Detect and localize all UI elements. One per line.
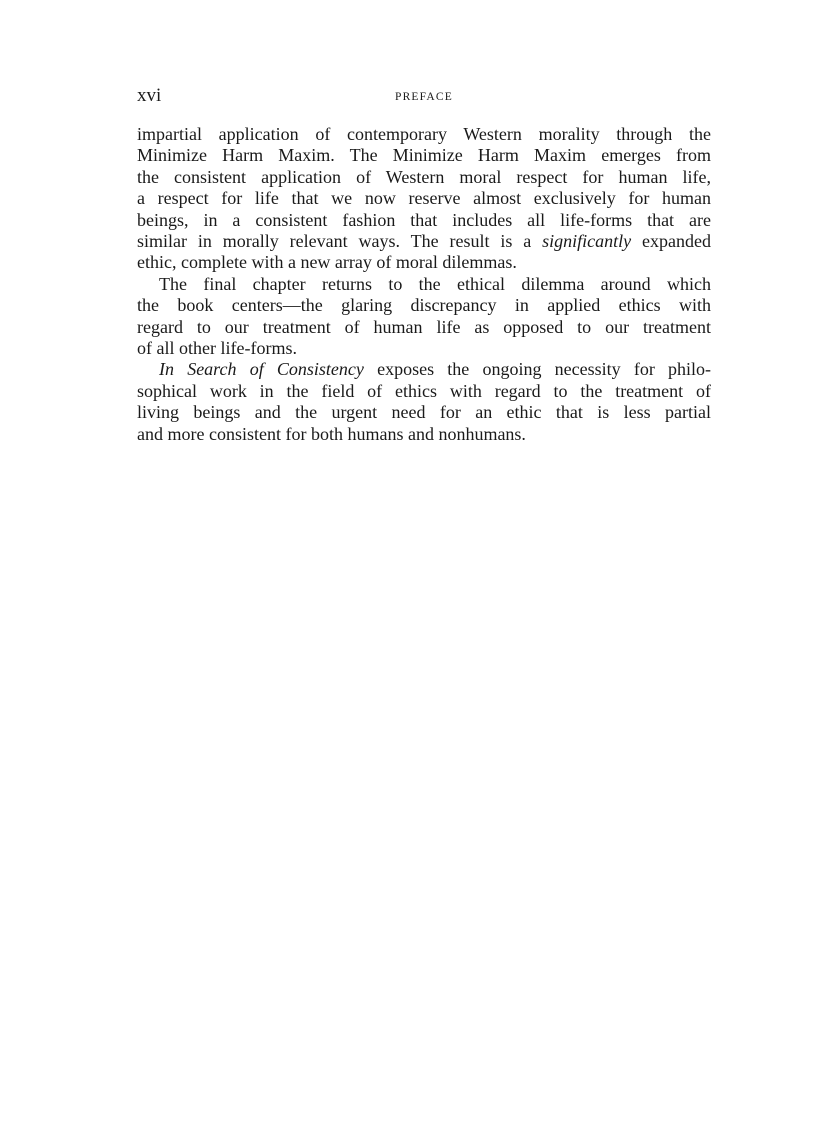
paragraph-1 [137, 124, 711, 274]
text-line [137, 359, 711, 380]
paragraph-2 [137, 274, 711, 360]
text-line: and more consistent for both humans and nonhumans. [137, 423, 526, 444]
book-title: In Search of Consistency [159, 359, 364, 380]
text-line: the book centers—the glaring discrepancy in applied ethics with [137, 295, 711, 316]
body-text [137, 124, 711, 445]
emphasis-text: significantly [542, 231, 632, 252]
paragraph-3 [137, 359, 711, 445]
running-head-title: PREFACE [394, 91, 454, 103]
text-line: the consistent application of Western moral respect for human life, [137, 166, 711, 187]
text-line: sophical work in the field of ethics with regard to the treatment of [137, 380, 711, 401]
text-line: of all other life-forms. [137, 338, 297, 359]
text-line [137, 231, 711, 252]
text-line: The final chapter returns to the ethical dilemma around which [159, 273, 711, 294]
text-line: beings, in a consistent fashion that includes all life-forms that are [137, 209, 711, 230]
text-line: Minimize Harm Maxim. The Minimize Harm Maxim emerges from [137, 145, 711, 166]
text-line: impartial application of contemporary Western morality through the [137, 124, 711, 144]
text-segment: exposes the ongoing necessity for philo- [363, 359, 712, 380]
text-line: living beings and the urgent need for an ethic that is less partial [137, 402, 711, 423]
text-line: a respect for life that we now reserve almost exclusively for human [137, 188, 711, 209]
page-number: xvi [137, 85, 162, 106]
book-page [137, 84, 711, 445]
text-line: regard to our treatment of human life as opposed to our treatment [137, 316, 711, 337]
text-line: ethic, complete with a new array of moral dilemmas. [137, 252, 517, 273]
text-segment: expanded [631, 231, 711, 252]
running-head [137, 84, 711, 108]
text-segment: similar in morally relevant ways. The result is a [137, 231, 543, 252]
